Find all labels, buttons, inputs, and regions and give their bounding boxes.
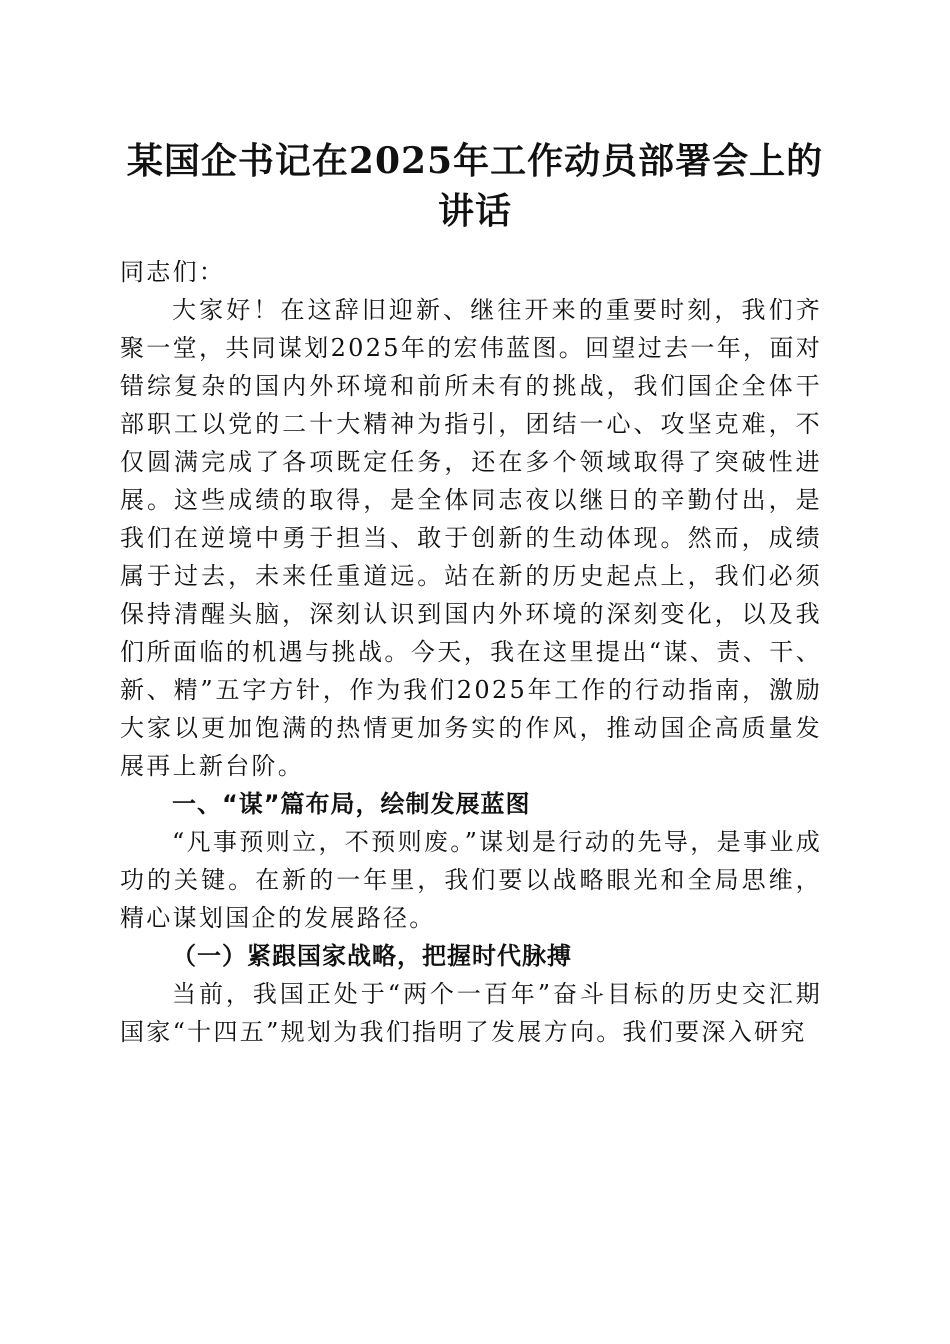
section-1-intro: “凡事预则立，不预则废。”谋划是行动的先导，是事业成功的关键。在新的一年里，我们要以战略眼光和全局思维，精心谋划国企的发展路径。 [120,828,822,932]
section-heading-1: 一、“谋”篇布局，绘制发展蓝图 [172,790,531,818]
greeting: 同志们： [120,258,226,286]
subsection-1-text: 当前，我国正处于“两个一百年”奋斗目标的历史交汇期国家“十四五”规划为我们指明了发展方向。我们要深入研究 [120,980,822,1046]
document-body [120,253,822,1051]
intro-paragraph: 大家好！在这辞旧迎新、继往开来的重要时刻，我们齐聚一堂，共同谋划2025年的宏伟蓝图。回望过去一年，面对错综复杂的国内外环境和前所未有的挑战，我们国企全体干部职工以党的二十大精神为指引，团结一心、攻坚克难，不仅圆满完成了各项既定任务，还在多个领域取得了突破性进展。这些成绩的取得，是全体同志夜以继日的辛勤付出，是我们在逆境中勇于担当、敢于创新的生动体现。然而，成绩属于过去，未来任重道远。站在新的历史起点上，我们必须保持清醒头脑，深刻认识到国内外环境的深刻变化，以及我们所面临的机遇与挑战。今天，我在这里提出“谋、责、干、新、精”五字方针，作为我们2025年工作的行动指南，激励大家以更加饱满的热情更加务实的作风，推动国企高质量发展再上新台阶。 [120,296,822,780]
subsection-heading-1: （一）紧跟国家战略，把握时代脉搏 [172,941,572,970]
document-title: 某国企书记在2025年工作动员部署会上的讲话 [126,140,824,232]
